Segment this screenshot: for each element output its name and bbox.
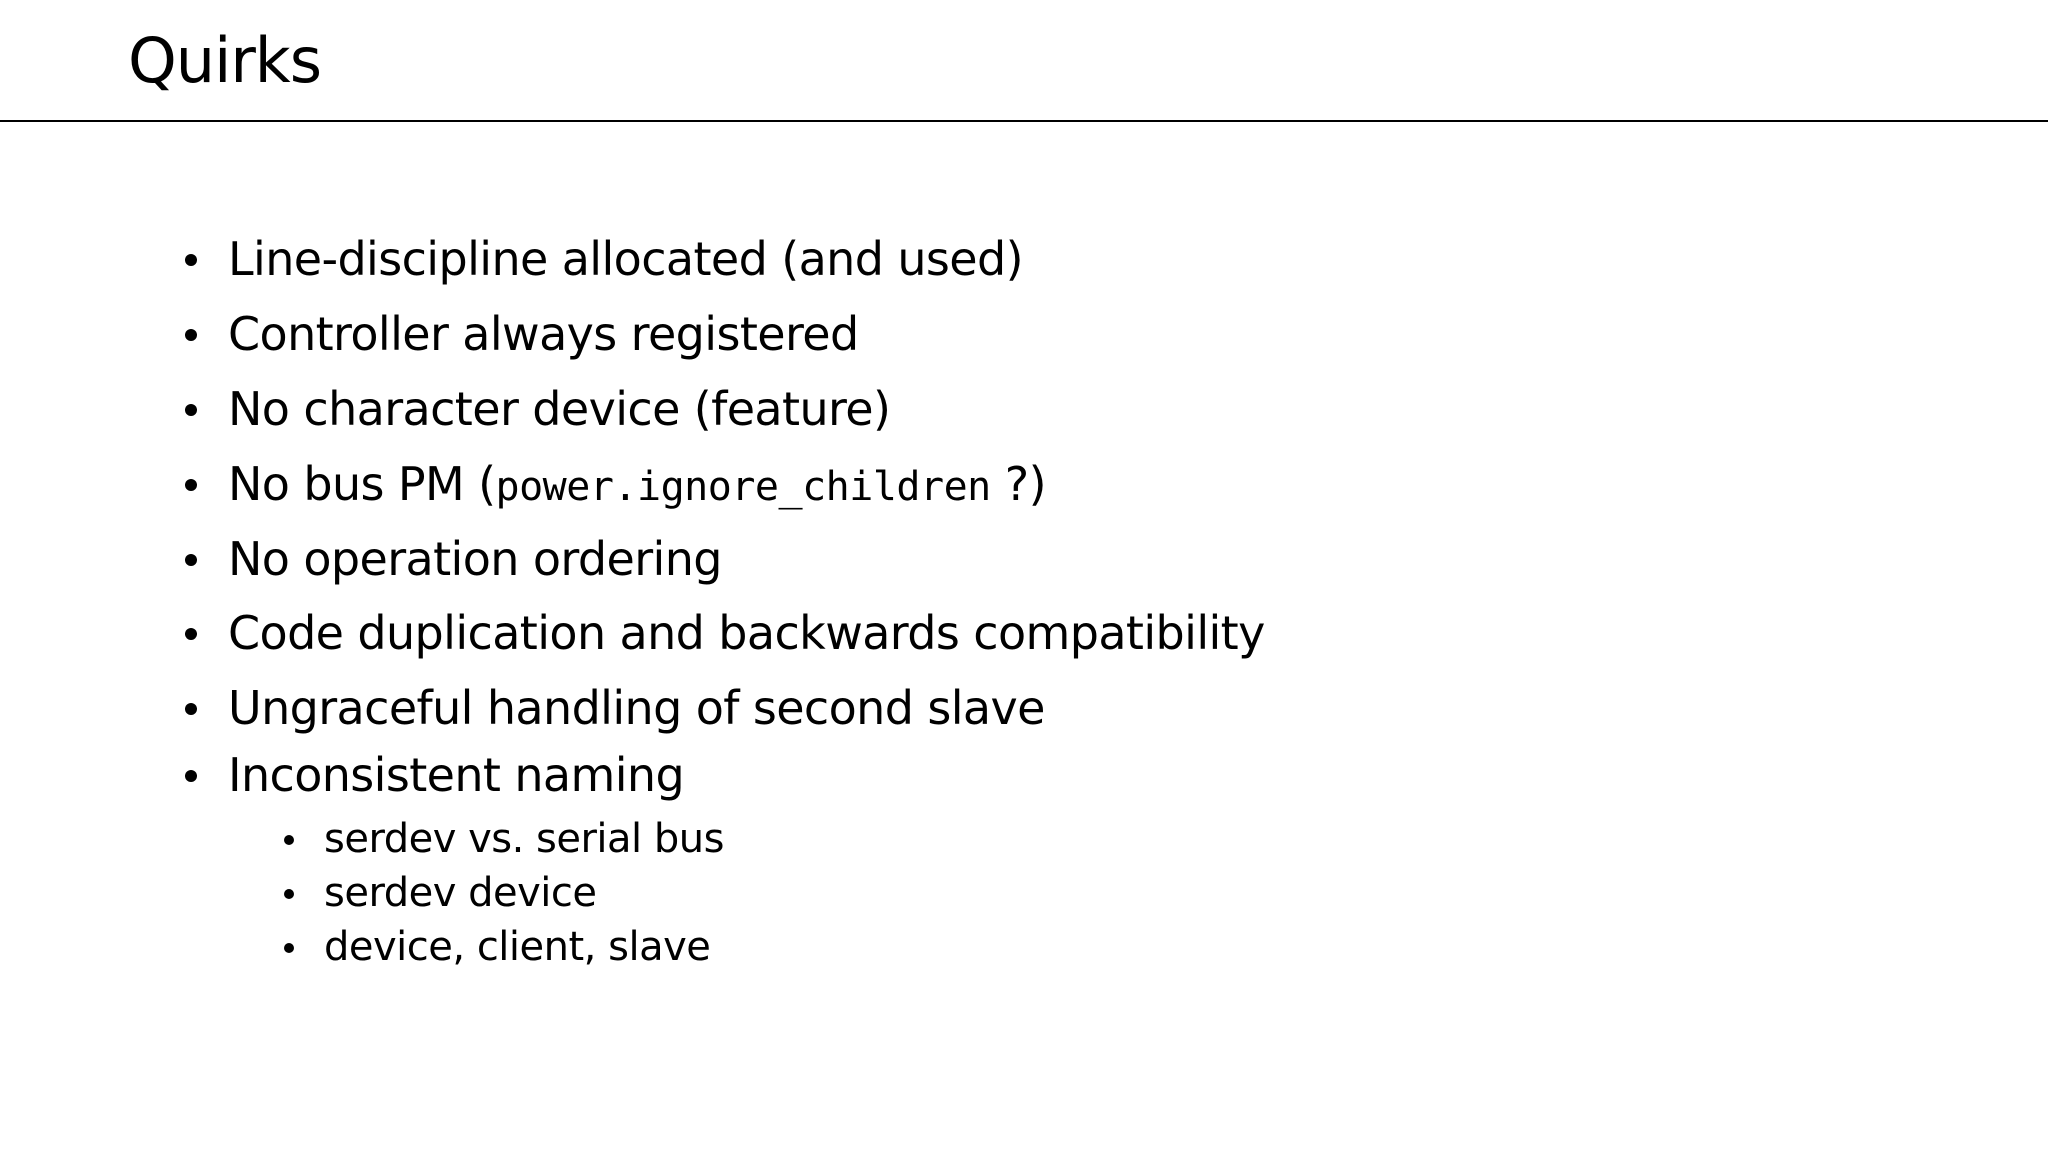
sub-list-item-text: device, client, slave: [324, 924, 711, 970]
bullet-icon: [284, 835, 294, 845]
sub-list-item-text: serdev device: [324, 870, 597, 916]
bullet-icon: [185, 628, 197, 640]
list-item-text: No operation ordering: [228, 532, 722, 586]
slide-title: Quirks: [128, 24, 322, 97]
bullet-icon: [284, 943, 294, 953]
code-literal: power.ignore_children: [495, 464, 991, 510]
list-item-text: [228, 455, 1046, 516]
list-item-text: Line-discipline allocated (and used): [228, 232, 1023, 286]
list-item-text: Inconsistent naming: [228, 748, 685, 802]
list-item-text: Controller always registered: [228, 307, 859, 361]
sub-list-item-text: serdev vs. serial bus: [324, 816, 724, 862]
title-divider: [0, 120, 2048, 122]
list-item-text: Ungraceful handling of second slave: [228, 681, 1045, 735]
list-item-text: Code duplication and backwards compatibility: [228, 606, 1265, 660]
list-item-prefix: No bus PM (: [228, 457, 496, 511]
bullet-icon: [284, 889, 294, 899]
bullet-icon: [185, 554, 197, 566]
bullet-icon: [185, 254, 197, 266]
list-item-suffix: ?): [990, 457, 1046, 511]
bullet-icon: [185, 404, 197, 416]
bullet-icon: [185, 329, 197, 341]
list-item-text: No character device (feature): [228, 382, 891, 436]
bullet-icon: [185, 479, 197, 491]
bullet-icon: [185, 770, 197, 782]
bullet-icon: [185, 703, 197, 715]
